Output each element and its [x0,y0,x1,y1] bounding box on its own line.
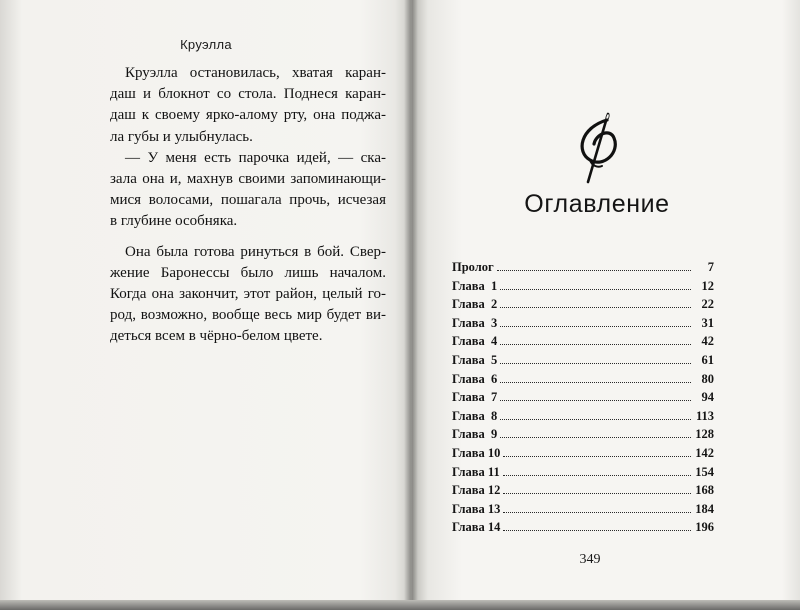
toc-entry-page: 31 [701,315,714,330]
page-edge [0,600,800,610]
text-line: — У меня есть парочка идей, — ска- [125,149,386,166]
toc-entry-page: 12 [701,278,714,293]
toc-leader-dots [500,354,691,364]
toc-title: Оглавление [524,190,670,218]
toc-entry-page: 196 [695,520,714,535]
toc-entry-label: Пролог [452,260,494,274]
toc-entry [452,465,714,484]
running-head: Круэлла [180,37,232,52]
toc-leader-dots [500,410,691,420]
toc-entry-label: Глава 1 [452,278,498,293]
toc-leader-dots [503,484,691,494]
toc-entry-page: 168 [695,483,714,498]
toc-leader-dots [503,466,691,476]
text-line: род, возможно, вообще весь мир будет ви- [110,307,386,324]
table-of-contents [452,260,714,539]
text-line: ла губы и улыбнулась. [110,128,253,145]
toc-entry-label: Глава 7 [452,390,498,405]
toc-leader-dots [503,521,691,531]
toc-entry-label: Глава 10 [452,445,501,460]
text-line: мися волосами, пошагала прочь, исчезая [110,192,386,209]
toc-entry-page: 154 [695,464,714,479]
toc-entry [452,297,714,316]
text-line: зала она и, махнув своими запоминающи- [110,171,386,188]
toc-entry [452,409,714,428]
toc-entry [452,279,714,298]
text-line: жение Баронессы было лишь началом. [110,264,386,281]
toc-entry-page: 94 [701,390,714,405]
toc-entry [452,260,714,279]
toc-entry [452,502,714,521]
toc-leader-dots [500,280,691,290]
toc-entry [452,334,714,353]
toc-entry-label: Глава 8 [452,408,498,423]
toc-entry [452,390,714,409]
toc-entry [452,427,714,446]
toc-entry [452,353,714,372]
toc-entry-page: 113 [695,408,714,423]
text-line: в глубине особняка. [110,213,238,230]
toc-entry-page: 128 [695,427,714,442]
text-line: деться всем в чёрно-белом цвете. [110,328,323,345]
toc-leader-dots [497,261,691,271]
toc-entry-label: Глава 14 [452,520,501,535]
toc-entry-label: Глава 5 [452,352,498,367]
book-gutter [404,0,418,602]
toc-entry-label: Глава 9 [452,427,498,442]
toc-entry-page: 80 [701,371,714,386]
toc-leader-dots [500,298,691,308]
text-line: Круэлла остановилась, хватая каран- [125,65,386,81]
text-line: Когда она закончит, этот район, целый го- [110,286,386,303]
toc-entry-label: Глава 13 [452,501,501,516]
toc-entry [452,372,714,391]
needle-and-thread-icon [574,108,622,188]
toc-leader-dots [500,391,691,401]
toc-leader-dots [500,317,691,327]
toc-entry-page: 184 [695,501,714,516]
page-number: 349 [579,552,601,567]
toc-entry-page: 42 [701,334,714,349]
toc-leader-dots [503,503,691,513]
toc-entry-label: Глава 6 [452,371,498,386]
toc-leader-dots [500,335,691,345]
toc-entry-label: Глава 2 [452,297,498,312]
toc-leader-dots [500,373,691,383]
text-line: даш к своему ярко-алому рту, она поджа- [110,107,386,124]
toc-entry-page: 7 [707,260,714,274]
toc-entry [452,446,714,465]
toc-entry [452,316,714,335]
text-line: Она была готова ринуться в бой. Свер- [125,243,386,260]
toc-entry-label: Глава 12 [452,483,501,498]
toc-leader-dots [500,428,691,438]
toc-entry-label: Глава 3 [452,315,498,330]
toc-entry-label: Глава 4 [452,334,498,349]
prose-block [110,63,386,348]
toc-entry-label: Глава 11 [452,464,500,479]
toc-entry [452,483,714,502]
toc-entry-page: 142 [695,445,714,460]
toc-entry [452,520,714,539]
toc-entry-page: 22 [701,297,714,312]
toc-leader-dots [503,447,691,457]
text-line: даш и блокнот со стола. Поднеся каран- [110,86,386,103]
toc-entry-page: 61 [701,352,714,367]
